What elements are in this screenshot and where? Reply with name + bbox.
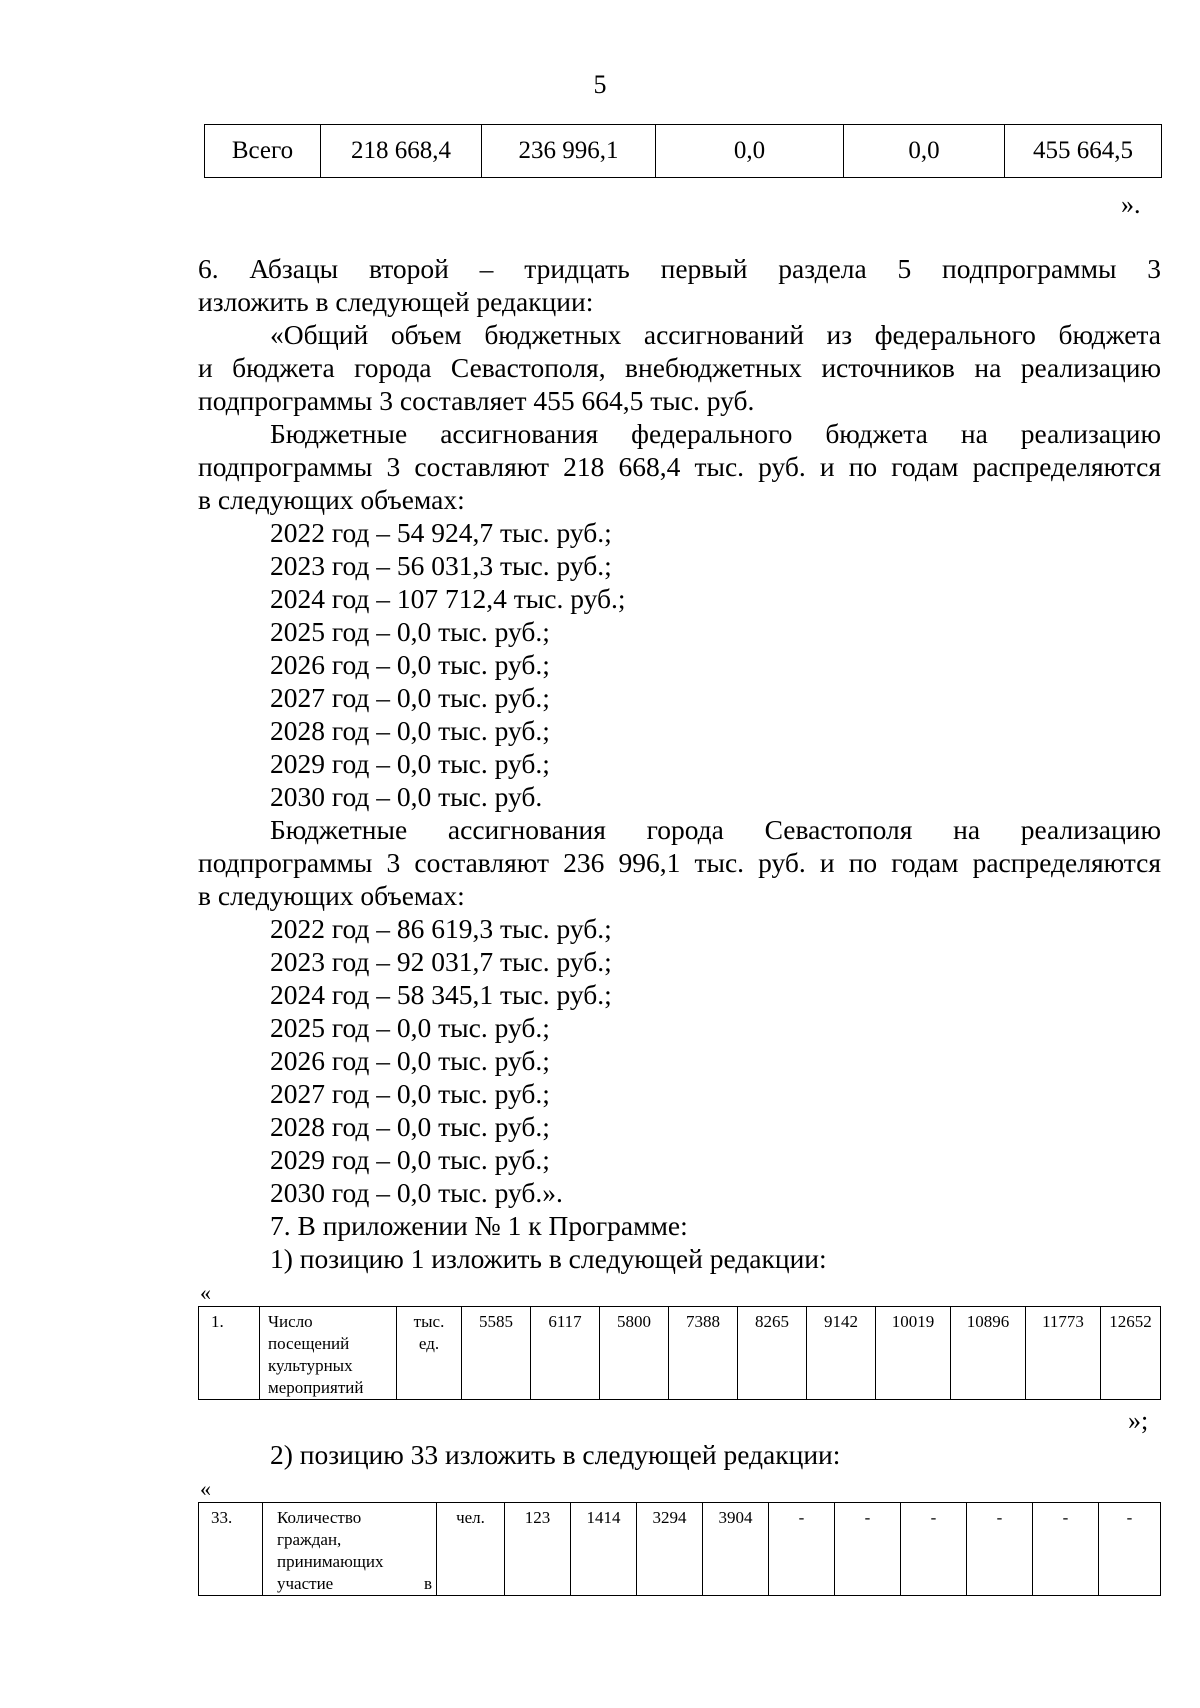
unit-line: тыс. [413, 1312, 445, 1331]
value-cell: 1414 [571, 1503, 637, 1596]
table-row [199, 1307, 1161, 1400]
total-label: Всего [205, 125, 321, 178]
page-number: 5 [593, 70, 607, 99]
value-cell: 6117 [531, 1307, 600, 1400]
name-line: граждан, [277, 1530, 342, 1549]
value-cell: 9142 [807, 1307, 876, 1400]
item-heading: 2) позицию 33 изложить в следующей редакции: [270, 1439, 841, 1470]
value-cell: 12652 [1101, 1307, 1161, 1400]
value-cell: - [1099, 1503, 1161, 1596]
year-line: 2023 год – 92 031,7 тыс. руб.; [270, 946, 612, 977]
paragraph-line: Бюджетные ассигнования города Севастополя на реализацию [270, 814, 1161, 845]
unit-cell [397, 1307, 462, 1400]
total-table [204, 124, 1162, 178]
name-line [277, 1573, 432, 1595]
value-cell: - [967, 1503, 1033, 1596]
indicator-name [260, 1307, 397, 1400]
name-line: принимающих [277, 1552, 384, 1571]
open-quote: « [200, 1476, 211, 1501]
year-line: 2024 год – 58 345,1 тыс. руб.; [270, 979, 612, 1010]
value-cell: - [835, 1503, 901, 1596]
paragraph-line: подпрограммы 3 составляют 218 668,4 тыс. руб. и по годам распределяются [198, 451, 1161, 482]
value-cell: 3294 [637, 1503, 703, 1596]
paragraph-line: в следующих объемах: [198, 880, 465, 911]
year-line: 2027 год – 0,0 тыс. руб.; [270, 1078, 550, 1109]
total-cell: 236 996,1 [482, 125, 656, 178]
year-line: 2028 год – 0,0 тыс. руб.; [270, 1111, 550, 1142]
paragraph-line: 6. Абзацы второй – тридцать первый раздела 5 подпрограммы 3 [198, 253, 1161, 284]
row-number: 1. [199, 1307, 260, 1400]
year-line: 2027 год – 0,0 тыс. руб.; [270, 682, 550, 713]
value-cell: 10896 [951, 1307, 1026, 1400]
total-cell: 455 664,5 [1005, 125, 1162, 178]
paragraph-line: в следующих объемах: [198, 484, 465, 515]
paragraph-line: подпрограммы 3 составляет 455 664,5 тыс. руб. [198, 385, 755, 416]
table-row [199, 1503, 1161, 1596]
year-line: 2024 год – 107 712,4 тыс. руб.; [270, 583, 626, 614]
close-quote: ». [1121, 190, 1141, 219]
name-line: посещений [268, 1334, 350, 1353]
item-heading: 1) позицию 1 изложить в следующей редакции: [270, 1243, 827, 1274]
value-cell: 7388 [669, 1307, 738, 1400]
year-line: 2025 год – 0,0 тыс. руб.; [270, 1012, 550, 1043]
value-cell: - [769, 1503, 835, 1596]
value-cell: 10019 [876, 1307, 951, 1400]
year-line: 2028 год – 0,0 тыс. руб.; [270, 715, 550, 746]
paragraph-line: Бюджетные ассигнования федерального бюджета на реализацию [270, 418, 1161, 449]
year-line: 2022 год – 54 924,7 тыс. руб.; [270, 517, 612, 548]
value-cell: 123 [505, 1503, 571, 1596]
total-cell: 0,0 [844, 125, 1005, 178]
value-cell: - [1033, 1503, 1099, 1596]
name-line: мероприятий [268, 1378, 364, 1397]
row-number: 33. [199, 1503, 263, 1596]
year-line: 2029 год – 0,0 тыс. руб.; [270, 748, 550, 779]
close-quote: »; [1128, 1406, 1149, 1435]
name-line: Число [268, 1312, 313, 1331]
value-cell: 8265 [738, 1307, 807, 1400]
value-cell: 5585 [462, 1307, 531, 1400]
paragraph-line: «Общий объем бюджетных ассигнований из федерального бюджета [270, 319, 1161, 350]
total-cell: 0,0 [656, 125, 844, 178]
value-cell: - [901, 1503, 967, 1596]
section-heading: 7. В приложении № 1 к Программе: [270, 1210, 688, 1241]
value-cell: 3904 [703, 1503, 769, 1596]
unit-line: ед. [418, 1334, 440, 1353]
position-1-table [198, 1306, 1161, 1400]
open-quote: « [200, 1280, 211, 1305]
year-line: 2022 год – 86 619,3 тыс. руб.; [270, 913, 612, 944]
name-word: в [423, 1574, 432, 1593]
year-line: 2025 год – 0,0 тыс. руб.; [270, 616, 550, 647]
value-cell: 5800 [600, 1307, 669, 1400]
year-line: 2026 год – 0,0 тыс. руб.; [270, 649, 550, 680]
year-line: 2029 год – 0,0 тыс. руб.; [270, 1144, 550, 1175]
name-line: культурных [268, 1356, 353, 1375]
name-word: участие [277, 1574, 334, 1593]
name-line: Количество [277, 1508, 362, 1527]
unit-cell: чел. [437, 1503, 505, 1596]
year-line: 2026 год – 0,0 тыс. руб.; [270, 1045, 550, 1076]
total-cell: 218 668,4 [321, 125, 482, 178]
year-line: 2023 год – 56 031,3 тыс. руб.; [270, 550, 612, 581]
paragraph-line: изложить в следующей редакции: [198, 286, 594, 317]
indicator-name [263, 1503, 437, 1596]
paragraph-line: подпрограммы 3 составляют 236 996,1 тыс. руб. и по годам распределяются [198, 847, 1161, 878]
year-line: 2030 год – 0,0 тыс. руб. [270, 781, 543, 812]
position-33-table [198, 1502, 1161, 1596]
paragraph-line: и бюджета города Севастополя, внебюджетных источников на реализацию [198, 352, 1161, 383]
table-row [205, 125, 1162, 178]
year-line: 2030 год – 0,0 тыс. руб.». [270, 1177, 563, 1208]
value-cell: 11773 [1026, 1307, 1101, 1400]
